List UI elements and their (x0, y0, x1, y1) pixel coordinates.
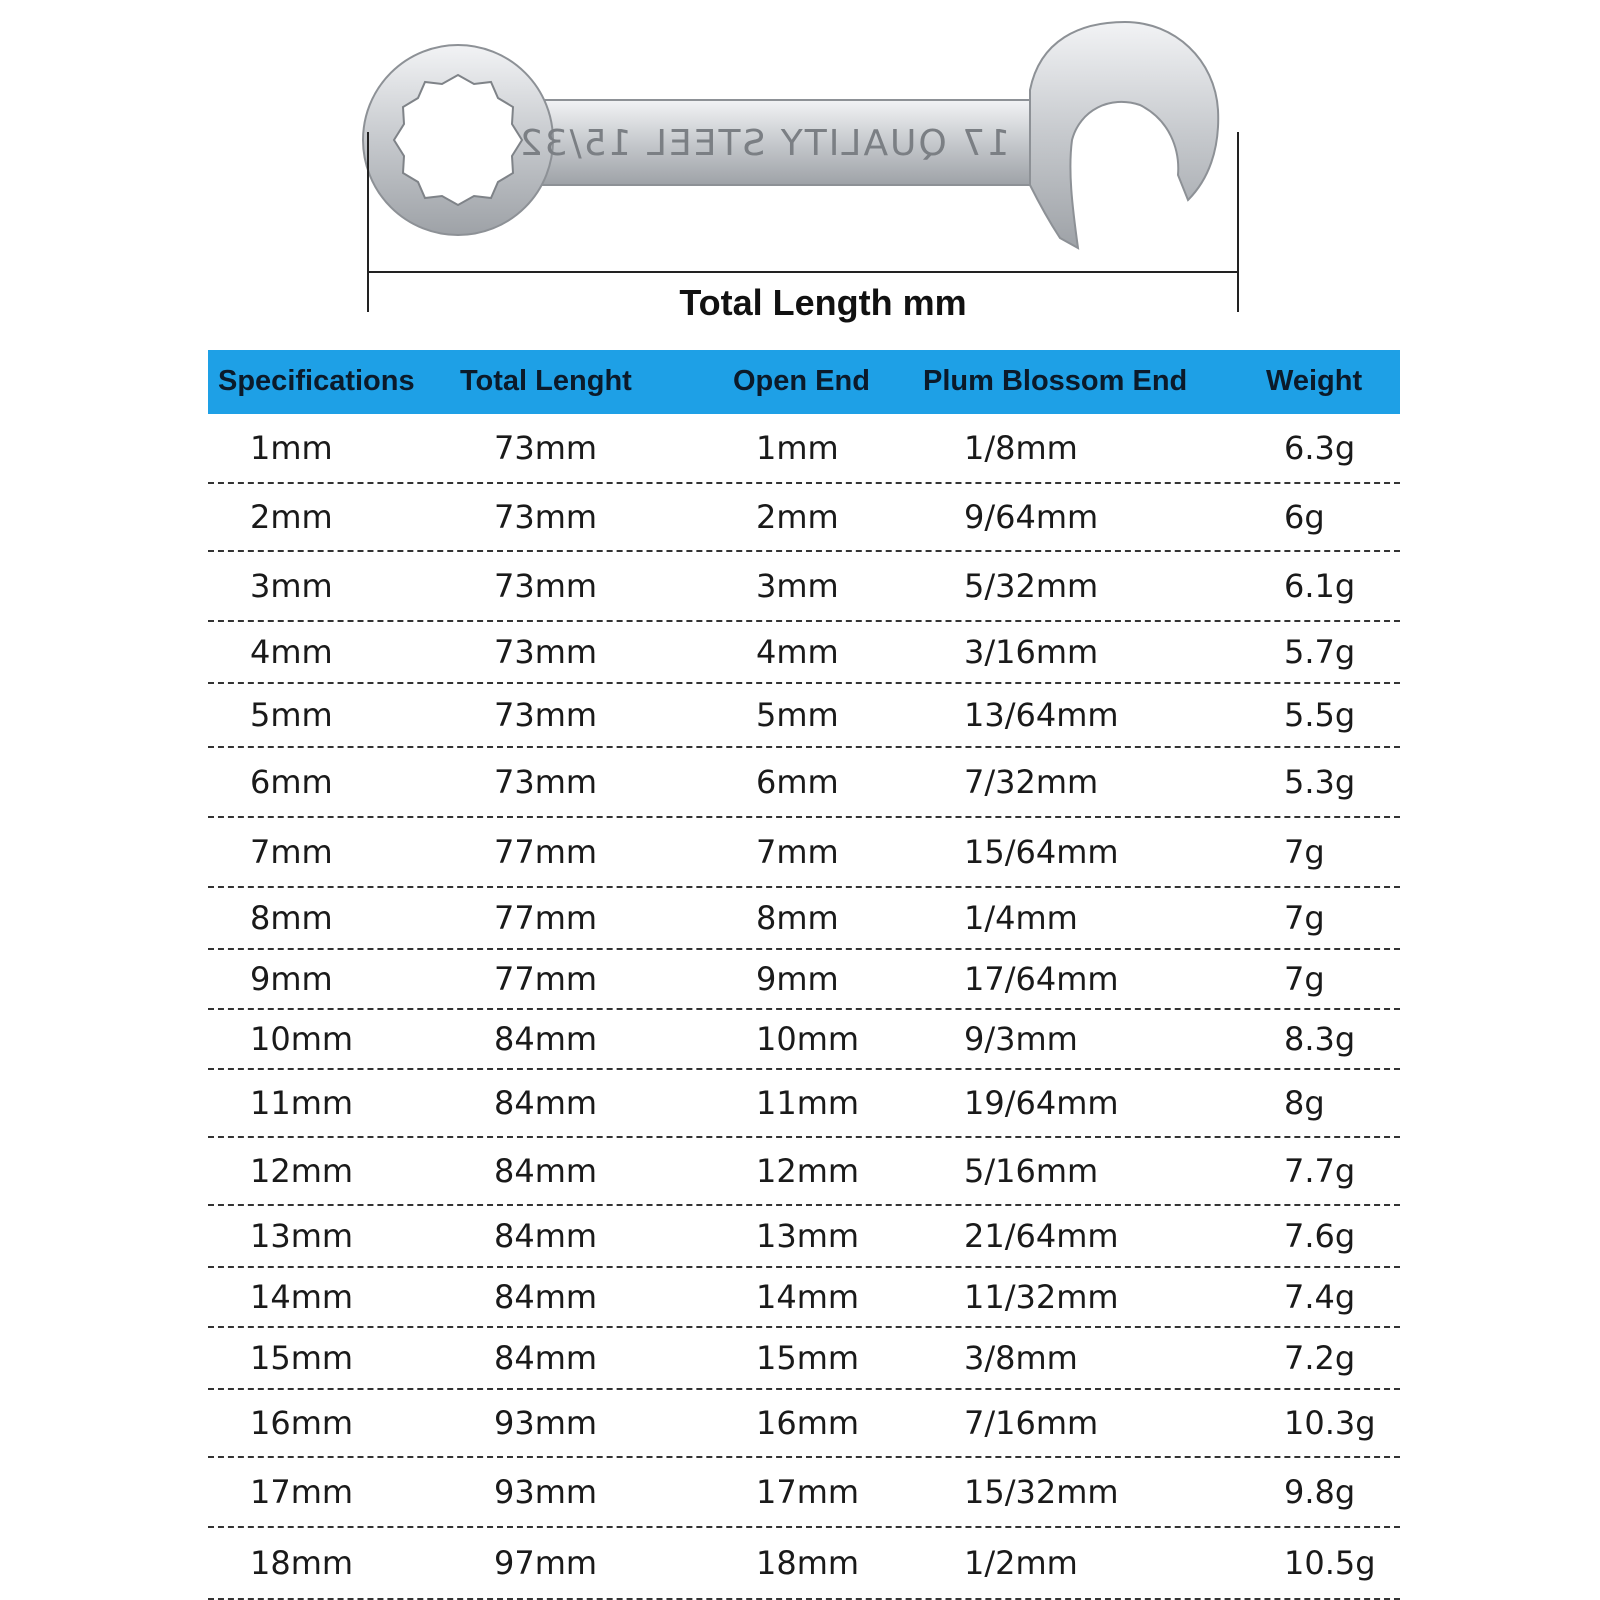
spec-cell: 3mm (250, 567, 333, 605)
plum-blossom-cell: 13/64mm (964, 696, 1119, 734)
open-end-cell: 5mm (756, 696, 839, 734)
table-row (208, 818, 1400, 888)
table-row (208, 552, 1400, 622)
spec-cell: 7mm (250, 833, 333, 871)
header-specifications: Specifications (218, 365, 415, 397)
weight-cell: 7.2g (1284, 1339, 1356, 1377)
weight-cell: 10.5g (1284, 1544, 1376, 1582)
plum-blossom-cell: 9/64mm (964, 498, 1099, 536)
total-length-cell: 73mm (494, 633, 598, 671)
plum-blossom-cell: 7/32mm (964, 763, 1099, 801)
table-header (208, 350, 1400, 414)
total-length-cell: 93mm (494, 1473, 598, 1511)
total-length-cell: 77mm (494, 899, 598, 937)
header-weight: Weight (1266, 365, 1363, 397)
wrench-engraving: 17 QUALITY STEEL 15/32 (517, 123, 1010, 164)
table-row (208, 1328, 1400, 1390)
weight-cell: 10.3g (1284, 1404, 1376, 1442)
table-row (208, 1268, 1400, 1328)
weight-cell: 8.3g (1284, 1020, 1356, 1058)
spec-cell: 1mm (250, 429, 333, 467)
spec-cell: 9mm (250, 960, 333, 998)
spec-cell: 6mm (250, 763, 333, 801)
open-end-cell: 15mm (756, 1339, 860, 1377)
open-end-cell: 6mm (756, 763, 839, 801)
spec-cell: 11mm (250, 1084, 354, 1122)
plum-blossom-cell: 9/3mm (964, 1020, 1078, 1058)
table-row (208, 684, 1400, 748)
total-length-cell: 73mm (494, 763, 598, 801)
table-row (208, 1528, 1400, 1600)
plum-blossom-cell: 11/32mm (964, 1278, 1119, 1316)
plum-blossom-cell: 5/16mm (964, 1152, 1099, 1190)
table-row (208, 1138, 1400, 1206)
open-end-cell: 13mm (756, 1217, 860, 1255)
total-length-cell: 84mm (494, 1217, 598, 1255)
weight-cell: 7g (1284, 960, 1325, 998)
total-length-cell: 84mm (494, 1152, 598, 1190)
total-length-cell: 84mm (494, 1339, 598, 1377)
wrench-open-end (1030, 22, 1218, 248)
plum-blossom-cell: 1/8mm (964, 429, 1078, 467)
weight-cell: 6g (1284, 498, 1325, 536)
total-length-cell: 73mm (494, 567, 598, 605)
plum-blossom-cell: 7/16mm (964, 1404, 1099, 1442)
table-row (208, 1390, 1400, 1458)
weight-cell: 6.1g (1284, 567, 1356, 605)
open-end-cell: 4mm (756, 633, 839, 671)
weight-cell: 9.8g (1284, 1473, 1356, 1511)
table-row (208, 1206, 1400, 1268)
open-end-cell: 14mm (756, 1278, 860, 1316)
total-length-cell: 84mm (494, 1084, 598, 1122)
open-end-cell: 11mm (756, 1084, 860, 1122)
open-end-cell: 10mm (756, 1020, 860, 1058)
spec-cell: 14mm (250, 1278, 354, 1316)
plum-blossom-cell: 1/2mm (964, 1544, 1078, 1582)
spec-cell: 4mm (250, 633, 333, 671)
spec-cell: 16mm (250, 1404, 354, 1442)
open-end-cell: 16mm (756, 1404, 860, 1442)
total-length-cell: 93mm (494, 1404, 598, 1442)
open-end-cell: 9mm (756, 960, 839, 998)
weight-cell: 7.6g (1284, 1217, 1356, 1255)
table-row (208, 622, 1400, 684)
plum-blossom-cell: 17/64mm (964, 960, 1119, 998)
total-length-cell: 84mm (494, 1020, 598, 1058)
open-end-cell: 8mm (756, 899, 839, 937)
total-length-cell: 73mm (494, 498, 598, 536)
weight-cell: 5.3g (1284, 763, 1356, 801)
spec-cell: 10mm (250, 1020, 354, 1058)
spec-cell: 18mm (250, 1544, 354, 1582)
header-plum-blossom-end: Plum Blossom End (923, 365, 1188, 397)
spec-cell: 17mm (250, 1473, 354, 1511)
open-end-cell: 12mm (756, 1152, 860, 1190)
table-row (208, 1070, 1400, 1138)
total-length-cell: 73mm (494, 429, 598, 467)
total-length-cell: 77mm (494, 833, 598, 871)
plum-blossom-cell: 15/64mm (964, 833, 1119, 871)
table-row (208, 414, 1400, 484)
weight-cell: 7.4g (1284, 1278, 1356, 1316)
table-row (208, 950, 1400, 1010)
table-row (208, 888, 1400, 950)
spec-cell: 12mm (250, 1152, 354, 1190)
open-end-cell: 17mm (756, 1473, 860, 1511)
spec-cell: 15mm (250, 1339, 354, 1377)
open-end-cell: 2mm (756, 498, 839, 536)
total-length-cell: 77mm (494, 960, 598, 998)
spec-cell: 13mm (250, 1217, 354, 1255)
plum-blossom-cell: 5/32mm (964, 567, 1099, 605)
spec-table (208, 350, 1400, 1600)
weight-cell: 7.7g (1284, 1152, 1356, 1190)
open-end-cell: 3mm (756, 567, 839, 605)
open-end-cell: 18mm (756, 1544, 860, 1582)
plum-blossom-cell: 3/16mm (964, 633, 1099, 671)
total-length-cell: 84mm (494, 1278, 598, 1316)
weight-cell: 6.3g (1284, 429, 1356, 467)
plum-blossom-cell: 3/8mm (964, 1339, 1078, 1377)
dimension-label: Total Length mm (679, 282, 967, 323)
open-end-cell: 7mm (756, 833, 839, 871)
plum-blossom-cell: 15/32mm (964, 1473, 1119, 1511)
weight-cell: 8g (1284, 1084, 1325, 1122)
weight-cell: 5.5g (1284, 696, 1356, 734)
header-total-length: Total Lenght (460, 365, 632, 397)
header-open-end: Open End (733, 365, 870, 397)
spec-cell: 8mm (250, 899, 333, 937)
table-row (208, 1458, 1400, 1528)
table-row (208, 484, 1400, 552)
open-end-cell: 1mm (756, 429, 839, 467)
weight-cell: 7g (1284, 899, 1325, 937)
table-row (208, 1010, 1400, 1070)
wrench-figure (0, 0, 1600, 340)
table-body (208, 414, 1400, 1600)
total-length-cell: 73mm (494, 696, 598, 734)
plum-blossom-cell: 21/64mm (964, 1217, 1119, 1255)
weight-cell: 5.7g (1284, 633, 1356, 671)
table-row (208, 748, 1400, 818)
plum-blossom-cell: 1/4mm (964, 899, 1078, 937)
plum-blossom-cell: 19/64mm (964, 1084, 1119, 1122)
spec-cell: 2mm (250, 498, 333, 536)
spec-cell: 5mm (250, 696, 333, 734)
weight-cell: 7g (1284, 833, 1325, 871)
total-length-cell: 97mm (494, 1544, 598, 1582)
